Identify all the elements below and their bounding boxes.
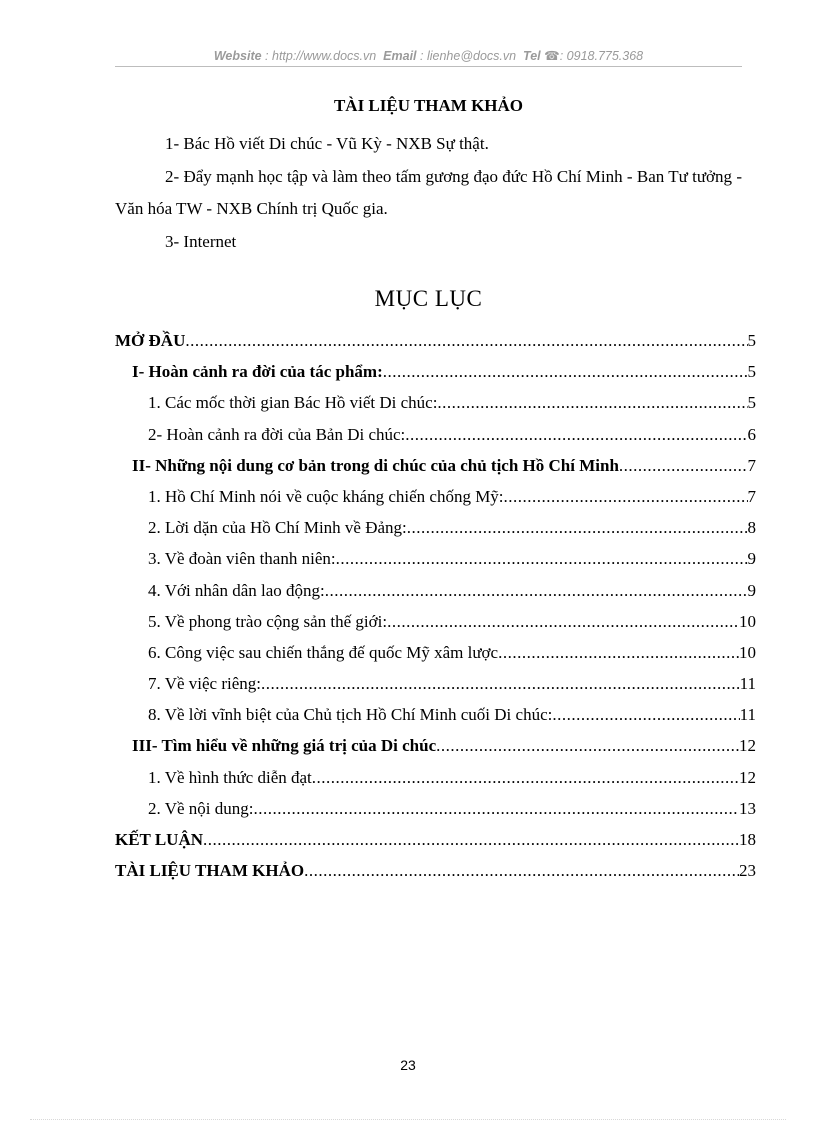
toc-entry-page: 12 <box>739 767 756 787</box>
toc-entry-label: II- Những nội dung cơ bản trong di chúc của chủ tịch Hồ Chí Minh <box>132 455 619 475</box>
toc-entry-label: 5. Về phong trào cộng sản thế giới: <box>148 611 388 631</box>
toc-entry[interactable] <box>115 730 756 761</box>
page-number: 23 <box>400 1057 416 1073</box>
dot-leader <box>185 325 747 356</box>
toc-entry-page: 18 <box>739 830 756 849</box>
toc-entry[interactable] <box>115 855 756 886</box>
dot-leader <box>437 387 747 418</box>
toc-entry-page: 5 <box>747 393 756 413</box>
table-of-contents <box>115 325 756 886</box>
toc-entry-label: 6. Công việc sau chiến thắng đế quốc Mỹ xâm lược <box>148 642 499 662</box>
dot-leader <box>312 762 739 793</box>
toc-entry-label: 8. Về lời vĩnh biệt của Chủ tịch Hồ Chí Minh cuối Di chúc: <box>148 705 553 725</box>
dot-leader <box>261 668 740 699</box>
references-title: TÀI LIỆU THAM KHẢO <box>333 96 524 115</box>
toc-entry-label: 1. Các mốc thời gian Bác Hồ viết Di chúc: <box>148 393 438 413</box>
toc-entry-page: 23 <box>739 861 756 881</box>
tel-label: Tel <box>523 49 541 63</box>
toc-entry-label: MỞ ĐẦU <box>115 331 186 350</box>
toc-entry-label: 1. Về hình thức diễn đạt <box>148 767 312 787</box>
toc-entry-page: 13 <box>739 798 756 818</box>
dot-leader <box>619 450 748 481</box>
toc-entry[interactable] <box>115 356 756 387</box>
toc-entry-label: TÀI LIỆU THAM KHẢO <box>115 861 305 881</box>
toc-entry[interactable] <box>115 450 756 481</box>
toc-entry-page: 9 <box>747 580 756 600</box>
footer-divider <box>30 1119 786 1120</box>
toc-entry-page: 11 <box>739 705 756 725</box>
toc-entry-label: 3. Về đoàn viên thanh niên: <box>148 549 336 569</box>
toc-entry-label: I- Hoàn cảnh ra đời của tác phẩm: <box>132 362 383 382</box>
toc-entry[interactable] <box>115 575 756 606</box>
toc-entry-page: 6 <box>747 424 756 444</box>
toc-entry-page: 12 <box>739 736 756 756</box>
toc-entry-label: 2. Lời dặn của Hồ Chí Minh về Đảng: <box>148 518 407 538</box>
references-list <box>115 128 742 258</box>
toc-entry[interactable] <box>115 637 756 668</box>
toc-entry-label: 2. Về nội dung: <box>148 798 254 818</box>
toc-entry[interactable] <box>115 481 756 512</box>
toc-entry[interactable] <box>115 325 756 356</box>
dot-leader <box>253 793 739 824</box>
toc-entry-page: 5 <box>747 362 756 382</box>
dot-leader <box>203 824 739 855</box>
phone-icon: ☎ <box>544 49 560 63</box>
toc-entry-page: 7 <box>747 486 756 506</box>
toc-entry-label: 7. Về việc riêng: <box>148 674 261 694</box>
toc-entry-label: 4. Với nhân dân lao động: <box>148 580 325 600</box>
email-label: Email <box>383 49 417 63</box>
toc-entry-label: 1. Hồ Chí Minh nói về cuộc kháng chiến chống Mỹ: <box>148 486 504 506</box>
toc-entry-page: 10 <box>739 611 756 631</box>
toc-title: MỤC LỤC <box>374 286 483 311</box>
dot-leader <box>436 730 739 761</box>
dot-leader <box>304 855 739 886</box>
email-value: : lienhe@docs.vn <box>420 49 517 63</box>
website-label: Website <box>213 49 262 63</box>
dot-leader <box>407 512 748 543</box>
toc-entry[interactable] <box>115 606 756 637</box>
toc-entry-page: 5 <box>747 331 756 350</box>
dot-leader <box>405 419 747 450</box>
toc-entry-page: 7 <box>747 455 756 475</box>
reference-item: 2- Đẩy mạnh học tập và làm theo tấm gương đạo đức Hồ Chí Minh - Ban Tư tưởng - Văn hóa TW - NXB Chính trị Quốc gia. <box>115 166 742 218</box>
header-divider <box>115 66 742 67</box>
dot-leader <box>383 356 748 387</box>
toc-entry[interactable] <box>115 762 756 793</box>
dot-leader <box>498 637 739 668</box>
reference-item: 1- Bác Hồ viết Di chúc - Vũ Kỳ - NXB Sự thật. <box>165 134 489 153</box>
toc-entry-page: 10 <box>739 642 756 662</box>
website-value: : http://www.docs.vn <box>265 49 377 63</box>
dot-leader <box>325 575 748 606</box>
dot-leader <box>336 543 748 574</box>
toc-entry[interactable] <box>115 824 756 855</box>
toc-entry[interactable] <box>115 543 756 574</box>
toc-entry-page: 9 <box>747 549 756 569</box>
dot-leader <box>504 481 748 512</box>
dot-leader <box>387 606 739 637</box>
toc-entry-page: 8 <box>747 518 756 538</box>
toc-entry[interactable] <box>115 512 756 543</box>
page-header <box>115 48 742 63</box>
dot-leader <box>552 699 739 730</box>
toc-entry-label: KẾT LUẬN <box>115 830 204 849</box>
toc-entry[interactable] <box>115 419 756 450</box>
toc-entry[interactable] <box>115 668 756 699</box>
toc-entry[interactable] <box>115 793 756 824</box>
reference-item: 3- Internet <box>165 231 237 251</box>
tel-value: : 0918.775.368 <box>559 49 644 63</box>
toc-entry-label: III- Tìm hiểu về những giá trị của Di chúc <box>132 736 437 756</box>
toc-entry-page: 11 <box>739 674 756 694</box>
toc-entry-label: 2- Hoàn cảnh ra đời của Bản Di chúc: <box>148 424 406 444</box>
toc-entry[interactable] <box>115 387 756 418</box>
toc-entry[interactable] <box>115 699 756 730</box>
